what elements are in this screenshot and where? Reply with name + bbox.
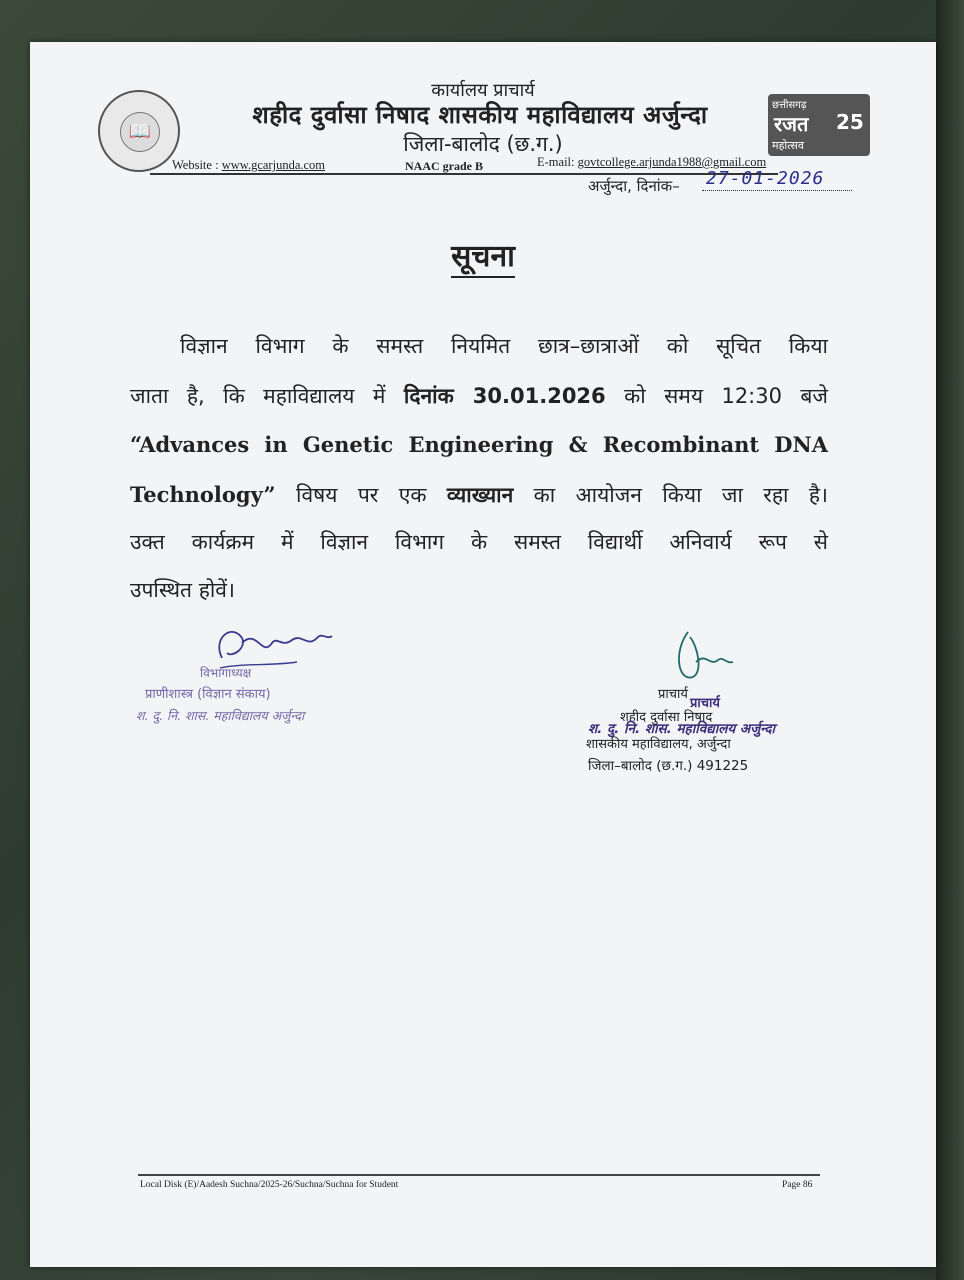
notice-title — [30, 234, 936, 275]
lecture-topic-end: Technology” — [130, 482, 276, 507]
footer-divider — [138, 1174, 820, 1176]
office-heading: कार्यालय प्राचार्य — [431, 80, 535, 101]
body-text: जाता है, कि महाविद्यालय में — [130, 384, 404, 408]
principal-signature — [668, 622, 748, 692]
notice-document — [30, 42, 936, 1267]
book-icon: 📖 — [128, 121, 152, 142]
date-dotted-line — [702, 190, 852, 191]
body-line-2 — [130, 382, 828, 410]
footer-page-number: Page 86 — [782, 1180, 813, 1190]
background-edge — [936, 0, 964, 1280]
hod-stamp-line-1: विभागाध्यक्ष — [200, 666, 252, 680]
jubilee-top-text: छत्तीसगढ़ — [772, 100, 807, 111]
event-date: दिनांक 30.01.2026 — [403, 384, 606, 408]
principal-designation: प्राचार्य — [658, 687, 688, 702]
jubilee-number: 25 — [836, 110, 864, 134]
rajat-mahotsav-logo — [768, 94, 870, 156]
website-link[interactable]: www.gcarjunda.com — [221, 158, 326, 172]
hod-stamp-line-3: श. दु. नि. शास. महाविद्यालय अर्जुन्दा — [136, 708, 305, 723]
district-line: जिला-बालोद (छ.ग.) — [403, 132, 563, 156]
naac-grade: NAAC grade B — [405, 159, 483, 173]
principal-address-line: जिला–बालोद (छ.ग.) 491225 — [588, 758, 749, 774]
body-line-6 — [130, 576, 828, 604]
body-text: उक्त कार्यक्रम में विज्ञान विभाग के समस्त विद्यार्थी अनिवार्य रूप से — [130, 530, 828, 554]
principal-stamp-title: प्राचार्य — [690, 696, 720, 711]
body-line-5 — [130, 528, 828, 556]
handwritten-date: 27-01-2026 — [706, 168, 825, 189]
notice-title-text: सूचना — [451, 239, 515, 278]
website-line — [172, 158, 325, 173]
email-label: E-mail: — [537, 155, 575, 169]
jubilee-middle-text: रजत — [774, 112, 809, 136]
principal-stamp-line: श. दु. नि. शास. महाविद्यालय अर्जुन्दा — [588, 721, 776, 737]
lecture-topic: “Advances in Genetic Engineering & Recombinant DNA — [130, 432, 828, 457]
website-label: Website : — [172, 158, 219, 172]
header-divider — [150, 173, 778, 175]
footer-file-path: Local Disk (E)/Aadesh Suchna/2025-26/Suchna/Suchna for Student — [140, 1180, 399, 1190]
principal-college-line-1: शहीद दुर्वासा निषाद — [620, 710, 713, 725]
body-line-4 — [130, 481, 828, 509]
body-text: उपस्थित होवें। — [130, 578, 235, 602]
jubilee-bottom-text: महोत्सव — [772, 139, 804, 152]
body-text: विज्ञान विभाग के समस्त नियमित छात्र–छात्राओं को सूचित किया — [180, 334, 828, 358]
body-text: विषय पर एक — [275, 483, 447, 507]
body-text: को समय 12:30 बजे — [605, 384, 828, 408]
body-line-3 — [130, 432, 828, 457]
body-line-1 — [180, 332, 828, 360]
hod-stamp-line-2: प्राणीशास्त्र (विज्ञान संकाय) — [145, 687, 271, 702]
date-label: अर्जुन्दा, दिनांक– — [588, 177, 680, 195]
college-name: शहीद दुर्वासा निषाद शासकीय महाविद्यालय अर्जुन्दा — [252, 101, 708, 129]
lecture-word: व्याख्यान — [446, 483, 514, 507]
email-link[interactable]: govtcollege.arjunda1988@gmail.com — [577, 155, 767, 169]
body-text: का आयोजन किया जा रहा है। — [513, 483, 828, 507]
principal-college-line-2: शासकीय महाविद्यालय, अर्जुन्दा — [586, 737, 731, 752]
